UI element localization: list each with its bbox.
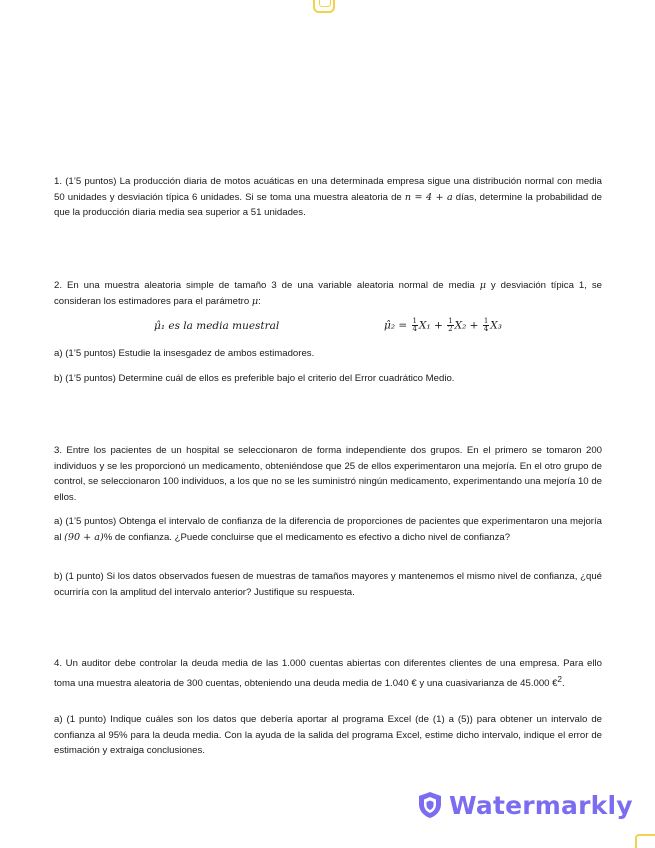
problem-1-formula: n = 4 + a: [404, 191, 453, 203]
problem-4: [54, 656, 602, 691]
problem-2: [54, 278, 602, 309]
problem-4-part-a: a) (1 punto) Indique cuáles son los datos que debería aportar al programa Excel (de (1) a (5)) para obtener un intervalo de confianza al 95% para la deuda media. Con la ayuda de la salida del programa Excel, estime dicho intervalo, indique el error de estimación y extraiga conclusiones.: [54, 714, 602, 756]
problem-3-part-b: b) (1 punto) Si los datos observados fuesen de muestras de tamaños mayores y mantenemos el mismo nivel de confianza, ¿qué ocurriría con la amplitud del intervalo anterior? Justifique su respuesta.: [54, 571, 602, 598]
problem-3: [54, 443, 602, 505]
problem-3-part-a: a) (1’5 puntos) Obtenga el intervalo de confianza de la diferencia de proporciones de pacientes que experimentaron una mejoría al (90 + a)% de confianza. ¿Puede concluirse que el medicamento es efectivo a dicho nivel de confianza?: [54, 516, 602, 543]
watermark-label: Watermarkly: [449, 790, 633, 820]
fraction-3: $\frac{1}{4}$: [483, 317, 489, 333]
footer-corner-mark: [635, 834, 655, 848]
estimator-1-formula: μ̂₁ es la media muestral: [154, 320, 280, 332]
problem-3-text: 3. Entre los pacientes de un hospital se seleccionaron de forma independiente dos grupos. En el primero se tomaron 200 individuos y se les proporcionó un medicamento, obteniéndose que 25 de ellos experimentaron una mejoría. En el otro grupo de control, se seleccionaron 100 individuos, a los que no se les suministró ningún medicamento, experimentando una mejoría 10 de ellos.: [54, 445, 602, 503]
problem-1: [54, 174, 602, 221]
header-logo-mark: [313, 0, 335, 13]
fraction-1: $\frac{1}{4}$: [412, 317, 417, 333]
problem-1-text: 1. (1’5 puntos) La producción diaria de motos acuáticas en una determinada empresa sigue una distribución normal con media 50 unidades y desviación típica 6 unidades. Si se toma una muestra aleatoria de n = 4 + a días, determine la probabilidad de que la producción diaria media sea superior a 51 unidades.: [54, 176, 602, 218]
problem-2-part-b: b) (1’5 puntos) Determine cuál de ellos es preferible bajo el criterio del Error cuadrático Medio.: [54, 373, 455, 384]
estimators-formula-row: [54, 318, 602, 338]
watermark: [417, 786, 633, 824]
problem-4-text: 4. Un auditor debe controlar la deuda media de las 1.000 cuentas abiertas con diferentes clientes de una empresa. Para ello toma una muestra aleatoria de 300 cuentas, obteniendo una deuda media de 1.040 € y una cuasivarianza de 45.000 €$^2$.: [54, 658, 602, 689]
problem-3-formula: (90 + a): [64, 531, 104, 543]
estimator-2-formula: μ̂₂ = $\frac{1}{4}$ X₁ + $\frac{1}{2}$ X₂ + $\frac{1}{4}$ X₃: [384, 317, 502, 333]
problem-2-intro: 2. En una muestra aleatoria simple de tamaño 3 de una variable aleatoria normal de media μ y desviación típica 1, se consideran los estimadores para el parámetro μ:: [54, 280, 602, 307]
problem-2-part-a: a) (1’5 puntos) Estudie la insesgadez de ambos estimadores.: [54, 348, 315, 359]
shield-icon: [417, 791, 443, 819]
fraction-2: $\frac{1}{2}$: [448, 317, 453, 333]
